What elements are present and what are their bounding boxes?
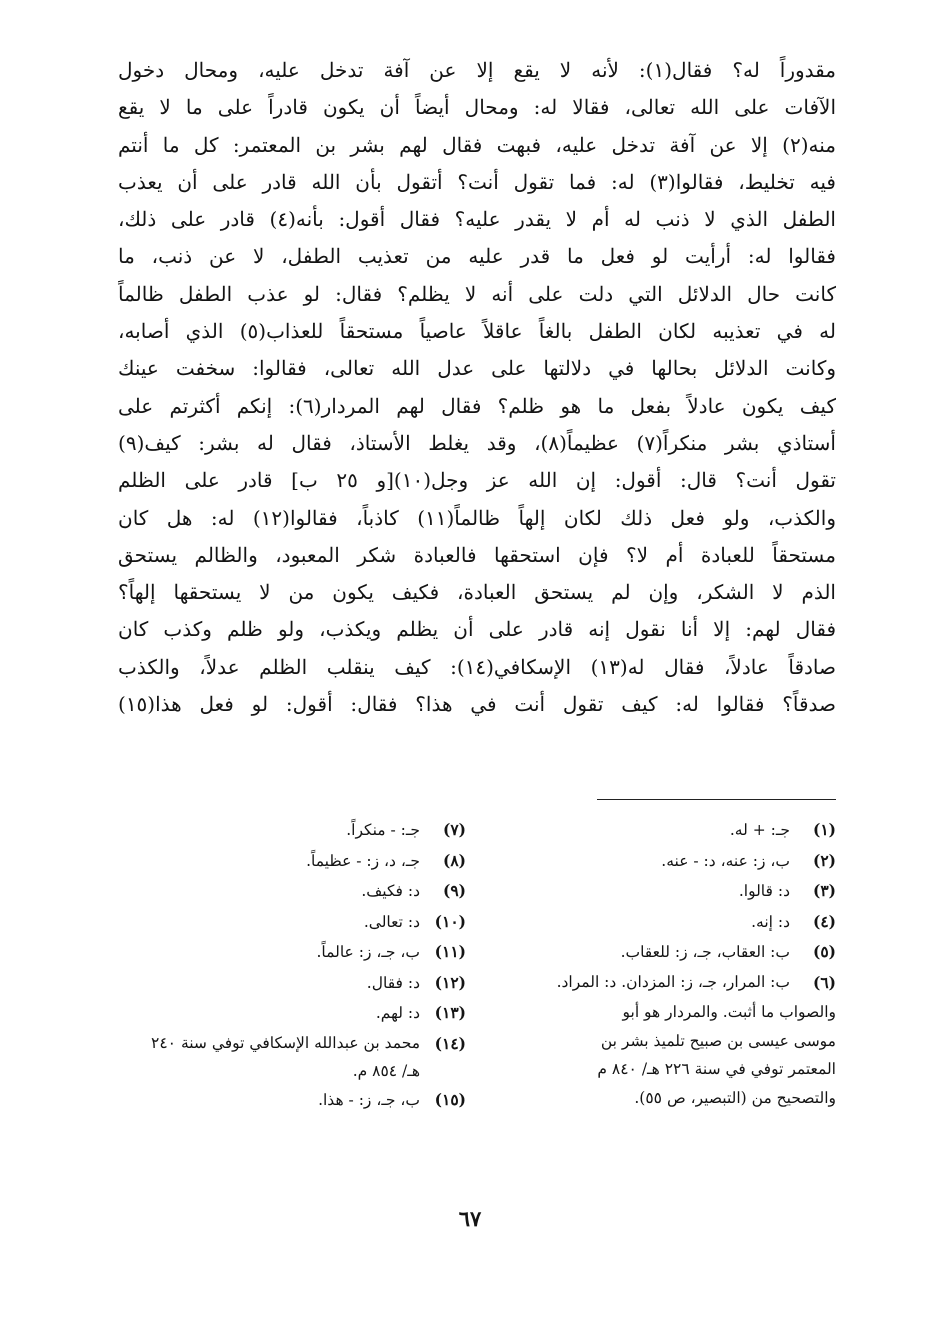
text-line: أستاذي بشر منكراً(٧) عظيماً(٨)، وقد يغلط الأستاذ، فقال له بشر: كيف(٩) (118, 430, 836, 455)
text-line: تقول أنت؟ قال: أقول: إن الله عز وجل(١٠)[و ٢٥ ب] قادر على الظلم (118, 468, 836, 493)
text-line: مقدوراً له؟ فقال(١): لأنه لا يقع إلا عن آفة تدخل عليه، ومحال دخول (118, 58, 836, 82)
footnote (130, 1085, 466, 1116)
footnote-text: ب، ز: عنه، د: - عنه. (661, 851, 790, 870)
footnote (130, 815, 466, 846)
footnote-text: د: إنه. (751, 912, 790, 931)
footnote (505, 846, 836, 877)
text-line: وكانت الدلائل بحالها في دلالتها على عدل الله تعالى، فقالوا: سخفت عينك (118, 356, 836, 381)
footnote (130, 876, 466, 907)
text-line: فيه تخليط، فقالوا(٣) له: فما تقول أنت؟ أتقول بأن الله قادر على أن يعذب (118, 169, 836, 194)
footnote (505, 907, 836, 938)
main-text (118, 52, 836, 723)
text-line: كانت حال الدلائل التي دلت على أنه لا يظلم؟ فقال: لو عذب الطفل ظالماً (118, 281, 836, 306)
text-line: فقالوا له: أرأيت لو فعل ما قدر عليه من تعذيب الطفل، لا عن ذنب، ما (118, 244, 836, 269)
text-line: مستحقاً للعبادة أم لا؟ فإن استحقها فالعبادة شكر المعبود، والظالم يستحق (118, 542, 836, 567)
text-line: فقال لهم: إلا أنا نقول إنه قادر على أن يظلم ويكذب، ولو ظلم وكذب كان (118, 617, 836, 642)
footnote (505, 815, 836, 846)
footnote-number: (٦) (812, 972, 836, 992)
footnote-number: (٨) (442, 850, 466, 870)
footnote-text: د: فكيف. (361, 882, 420, 900)
text-line: صادقاً عادلاً، فقال له(١٣) الإسكافي(١٤): كيف ينقلب الظلم عدلاً، والكذب (118, 654, 836, 679)
footnote-number: (١١) (434, 942, 466, 961)
page-number: ٦٧ (458, 1206, 482, 1231)
footnote-number: (٣) (812, 881, 836, 900)
footnote-continuation-line: موسى عيسى بن صبيح تلميذ بشر بن (600, 1031, 836, 1050)
footnote-continuation-line: والتصحيح من (التبصير، ص ٥٥). (634, 1088, 836, 1107)
footnote-text: ب، جـ، ز: عالماً. (316, 943, 420, 961)
footnote-continuation-line: والصواب ما أثبت. والمردار هو أبو (622, 1003, 836, 1021)
text-line: منه(٢) إلا عن آفة تدخل عليه، فبهت فقال لهم بشر بن المعتمر: كل ما أنتم (118, 132, 836, 157)
footnote (130, 846, 466, 877)
footnote-text: جـ: - منكراً. (346, 821, 420, 839)
footnotes-right-column (505, 815, 836, 1112)
footnote-text: ب، جـ، ز: - هذا. (318, 1090, 420, 1109)
text-line: الآفات على الله تعالى، فقالا له: ومحال أيضاً أن يكون قادراً على ما لا يقع (118, 95, 836, 120)
footnote-number: (١) (812, 820, 836, 839)
text-line: الطفل الذي لا ذنب له أم لا يقدر عليه؟ فقال أقول: بأنه(٤) قادر على ذلك، (118, 207, 836, 232)
footnote-number: (٥) (812, 942, 836, 961)
footnote-number: (٢) (812, 850, 836, 870)
footnote-number: (١٢) (434, 972, 466, 992)
footnote-text: د: لهم. (375, 1004, 420, 1022)
footnote-text: ب: العقاب، جـ، ز: للعقاب. (620, 943, 790, 961)
footnote-text: د: فقال. (366, 973, 420, 992)
footnotes-left-column (130, 815, 466, 1115)
footnote-number: (١٥) (434, 1089, 466, 1109)
footnote (130, 998, 466, 1029)
footnote-text: د: قالوا. (738, 882, 790, 900)
text-line: كيف يكون عادلاً بفعل ما هو ظلم؟ فقال لهم المردار(٦): إنكم أكثرتم على (118, 393, 836, 418)
footnote-text: جـ: + له. (729, 821, 790, 839)
footnote-text: د: تعالى. (363, 912, 420, 931)
text-line: صدقاً؟ فقالوا له: كيف تقول أنت في هذا؟ فقال: أقول: لو فعل هذا(١٥) (118, 692, 836, 717)
footnote-number: (٤) (812, 911, 836, 931)
footnote (505, 937, 836, 968)
footnote-number: (١٣) (434, 1003, 466, 1022)
footnote-number: (١٤) (434, 1033, 466, 1053)
footnote (505, 968, 836, 999)
footnote (505, 876, 836, 907)
text-line: الذم لا الشكر، وإن لم يستحق العبادة، فكيف يكون من لا يستحقها إلهاً؟ (118, 580, 836, 605)
footnote-continuation-line: المعتمر توفي في سنة ٢٢٦ هـ/ ٨٤٠ م (597, 1060, 836, 1078)
footnote-separator (597, 799, 836, 800)
footnote-number: (٧) (442, 820, 466, 839)
footnote (130, 968, 466, 999)
footnote (130, 907, 466, 938)
footnote-text: محمد بن عبدالله الإسكافي توفي سنة ٢٤٠ هـ/ ٨٥٤ م. (151, 1033, 420, 1080)
footnote-text: ب: المرار، جـ، ز: المزدان. د: المراد. (556, 972, 790, 991)
footnote-number: (١٠) (434, 911, 466, 931)
footnote (130, 937, 466, 968)
text-line: له في تعذيبه لكان الطفل بالغاً عاقلاً عاصياً مستحقاً للعذاب(٥) الذي أصابه، (118, 319, 836, 344)
footnote-text: جـ، د، ز: - عظيماً. (306, 851, 420, 870)
text-line: والكذب، ولو فعل ذلك لكان إلهاً ظالماً(١١) كاذباً، فقالوا(١٢) له: هل كان (118, 505, 836, 530)
footnote (130, 1029, 466, 1085)
footnote-number: (٩) (442, 881, 466, 900)
